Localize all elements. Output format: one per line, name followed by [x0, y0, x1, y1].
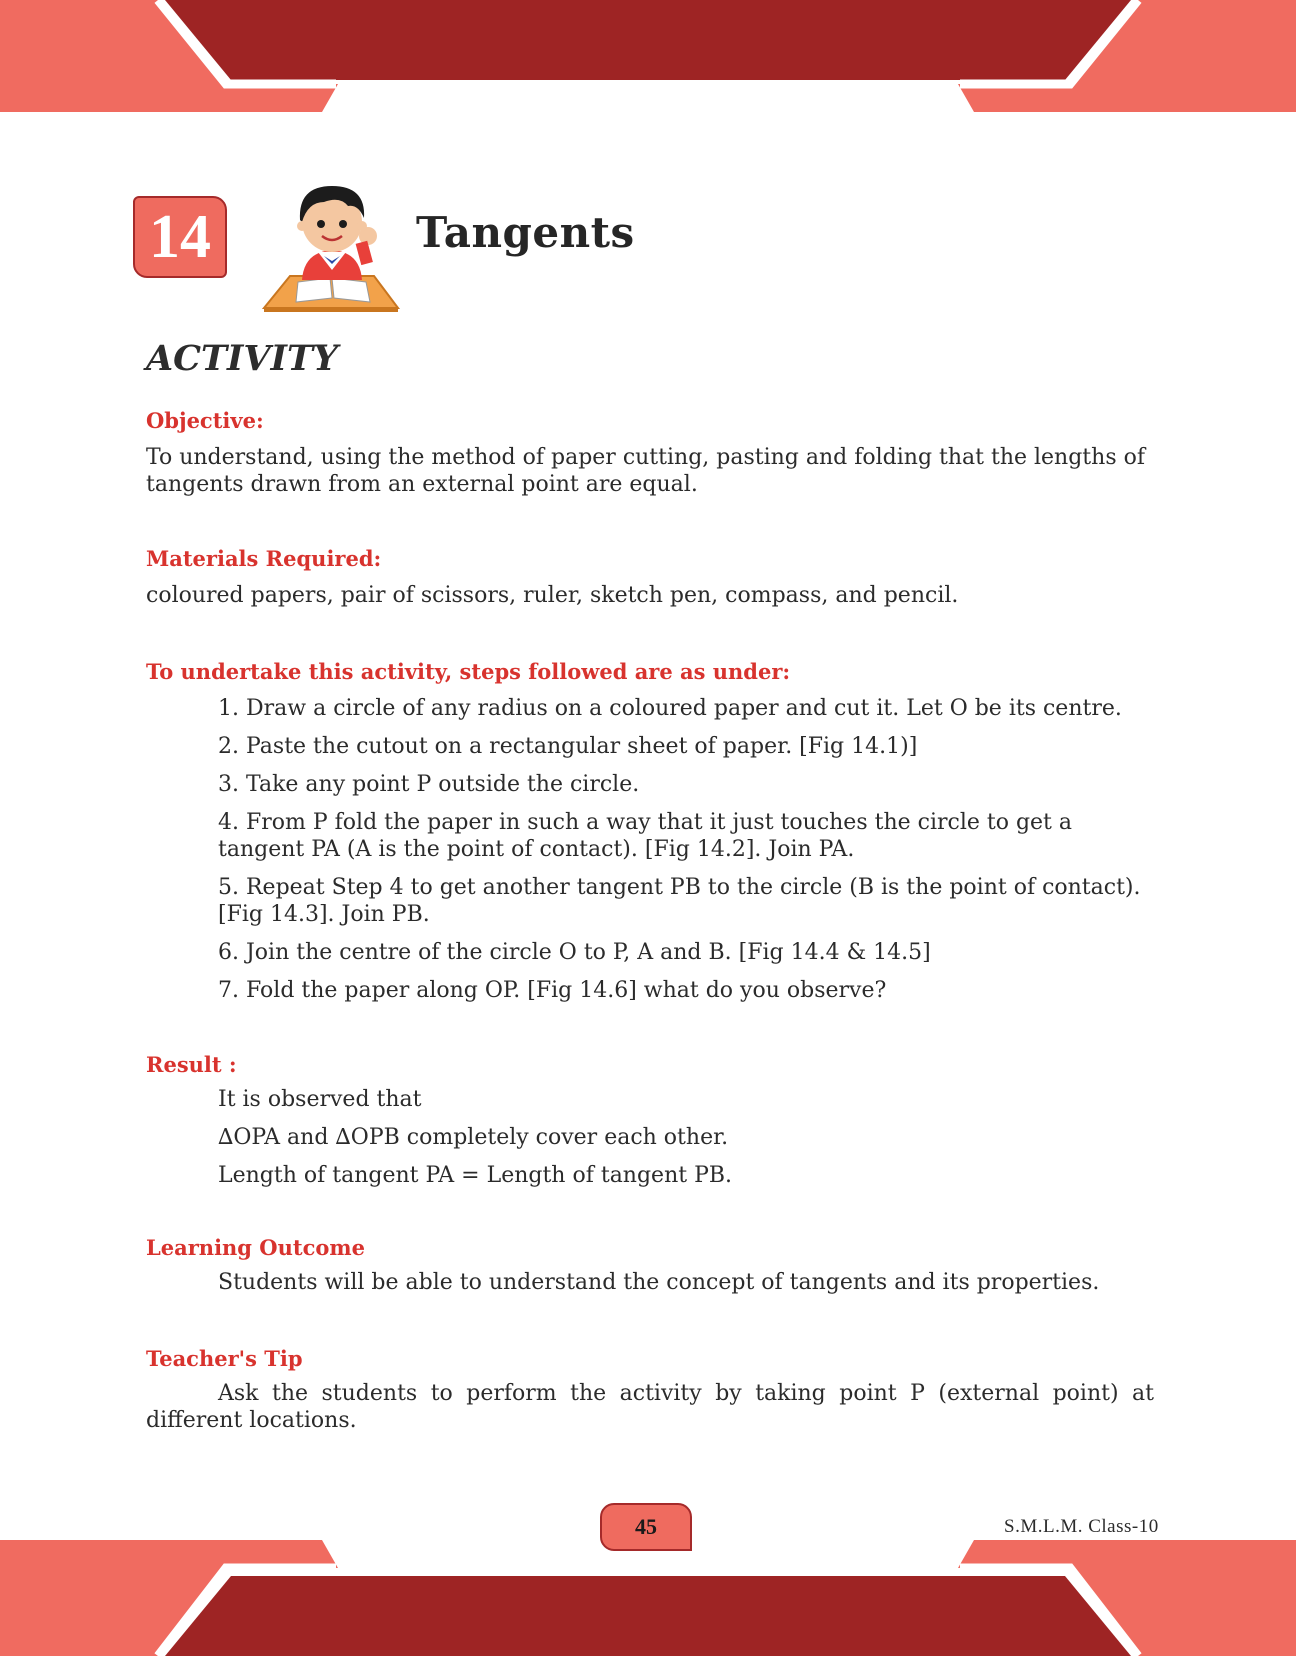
- footer-label: S.M.L.M. Class-10: [1004, 1516, 1159, 1537]
- step-item: 4. From P fold the paper in such a way that it just touches the circle to get a tangent PA (A is the point of contact). [Fig 14.2]. Join PA.: [218, 810, 1073, 862]
- result-line: ∆OPA and ∆OPB completely cover each other.: [218, 1125, 729, 1150]
- activity-content: [146, 404, 1154, 1434]
- page-number-badge: 45: [600, 1503, 692, 1551]
- result-heading: Result :: [146, 1052, 237, 1077]
- materials-heading: Materials Required:: [146, 546, 382, 571]
- step-item: 5. Repeat Step 4 to get another tangent PB to the circle (B is the point of contact). [Fig 14.3]. Join PB.: [218, 875, 1141, 927]
- step-item: 1. Draw a circle of any radius on a coloured paper and cut it. Let O be its centre.: [218, 696, 1122, 721]
- learning-outcome-text: Students will be able to understand the concept of tangents and its properties.: [218, 1270, 1100, 1295]
- top-decorative-band: [0, 0, 1296, 115]
- materials-text: coloured papers, pair of scissors, ruler, sketch pen, compass, and pencil.: [146, 583, 959, 608]
- objective-text: To understand, using the method of paper cutting, pasting and folding that the lengths of tangents drawn from an external point are equal.: [146, 445, 1145, 497]
- result-line: Length of tangent PA = Length of tangent PB.: [218, 1163, 733, 1188]
- teachers-tip-text: Ask the students to perform the activity by taking point P (external point) at different locations.: [146, 1381, 1154, 1433]
- result-lines: [146, 1086, 1154, 1189]
- bottom-decorative-band: [0, 1540, 1296, 1656]
- student-mascot-illustration: [262, 166, 400, 312]
- chapter-number-badge: 14: [133, 196, 227, 278]
- activity-heading: ACTIVITY: [146, 338, 338, 379]
- steps-list: [146, 695, 1154, 1004]
- step-item: 7. Fold the paper along OP. [Fig 14.6] what do you observe?: [218, 978, 887, 1003]
- teachers-tip-heading: Teacher's Tip: [146, 1346, 303, 1371]
- step-item: 6. Join the centre of the circle O to P, A and B. [Fig 14.4 & 14.5]: [218, 940, 931, 965]
- objective-heading: Objective:: [146, 408, 264, 433]
- chapter-title: Tangents: [416, 208, 635, 257]
- result-line: It is observed that: [218, 1087, 422, 1112]
- step-item: 2. Paste the cutout on a rectangular sheet of paper. [Fig 14.1)]: [218, 734, 918, 759]
- step-item: 3. Take any point P outside the circle.: [218, 772, 640, 797]
- steps-heading: To undertake this activity, steps followed are as under:: [146, 659, 791, 684]
- learning-outcome-heading: Learning Outcome: [146, 1235, 365, 1260]
